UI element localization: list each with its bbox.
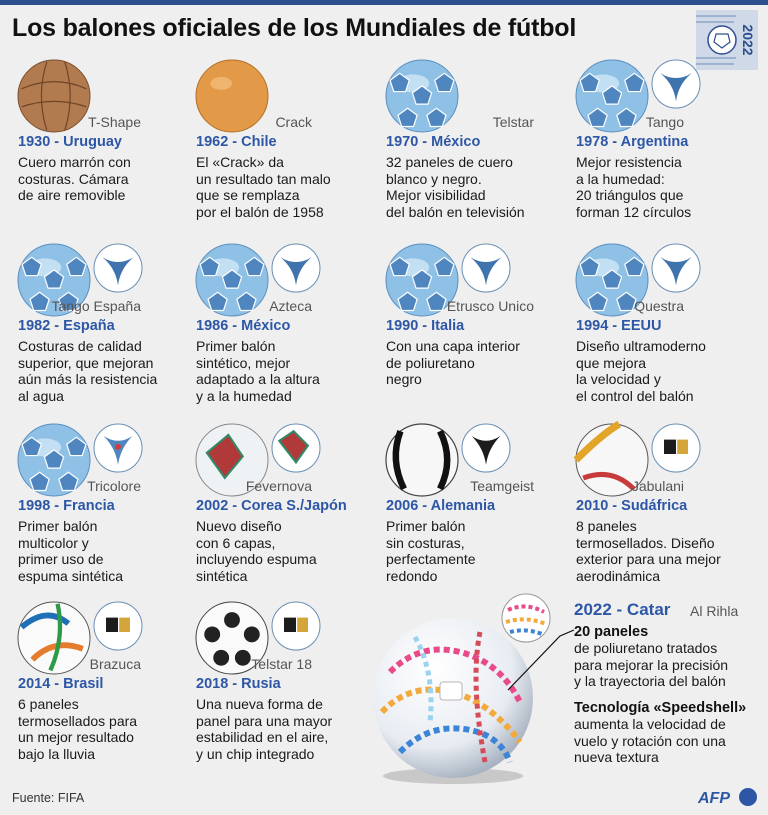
ball-description-line: forman 12 círculos bbox=[576, 203, 692, 220]
ball-description-line: Mejor visibilidad bbox=[386, 187, 486, 203]
ball-description-line: incluyendo espuma bbox=[196, 551, 317, 567]
ball-description-line: al agua bbox=[18, 387, 64, 404]
ball-description bbox=[576, 338, 751, 404]
ball-description bbox=[386, 338, 561, 388]
ball-description-line: perfectamente bbox=[386, 551, 476, 567]
ball-description-line: Primer balón bbox=[18, 518, 98, 534]
ball-description-line: Nuevo diseño bbox=[196, 518, 282, 534]
ball-model-name: Tango bbox=[645, 114, 684, 130]
ball-description-line: El «Crack» da bbox=[196, 154, 284, 170]
ball-description-line: Primer balón bbox=[386, 518, 466, 534]
ball-description-line: Diseño ultramoderno bbox=[576, 338, 706, 354]
ball-description-line: que mejora bbox=[576, 354, 647, 371]
ball-description-line: exterior para una mejor bbox=[576, 551, 721, 567]
ball-description-line: aerodinámica bbox=[576, 567, 661, 584]
ball-model-name: T-Shape bbox=[88, 114, 141, 130]
ball-description-line: un resultado tan malo bbox=[196, 170, 331, 187]
ball-description-line: de poliuretano bbox=[386, 354, 475, 371]
ball-edition-heading: 1970 - México bbox=[386, 134, 481, 150]
ball-description bbox=[196, 154, 371, 220]
ball-description-line: Primer balón bbox=[196, 338, 276, 354]
ball-description-line: aún más la resistencia bbox=[18, 371, 158, 387]
ball-model-name: Telstar bbox=[492, 114, 534, 130]
ball-model-name: Questra bbox=[634, 298, 684, 314]
qatar-point1-text bbox=[574, 640, 764, 690]
ball-edition-heading: 1998 - Francia bbox=[18, 498, 115, 514]
ball-model-name: Tango España bbox=[51, 298, 141, 314]
ball-description-line: primer uso de bbox=[18, 551, 104, 567]
ball-model-name: Telstar 18 bbox=[251, 656, 312, 672]
ball-description-line: blanco y negro. bbox=[386, 170, 482, 187]
ball-description-line: Cuero marrón con bbox=[18, 154, 131, 170]
ball-description-line: costuras. Cámara bbox=[18, 170, 129, 187]
ball-description-line: 20 triángulos que bbox=[576, 187, 684, 203]
ball-description-line: 6 paneles bbox=[18, 696, 79, 712]
ball-description bbox=[576, 518, 751, 584]
ball-edition-heading: 2018 - Rusia bbox=[196, 676, 281, 692]
ball-description-line: Costuras de calidad bbox=[18, 338, 142, 354]
qatar-point1-line: de poliuretano tratados bbox=[574, 640, 718, 656]
ball-description-line: que se remplaza bbox=[196, 187, 300, 203]
page-title: Los balones oficiales de los Mundiales de fútbol bbox=[12, 14, 577, 42]
ball-description-line: a la humedad: bbox=[576, 170, 665, 187]
ball-description-line: un mejor resultado bbox=[18, 729, 134, 745]
ball-description-line: negro bbox=[386, 371, 422, 387]
qatar-heading: 2022 - Catar bbox=[574, 600, 671, 619]
ball-edition-heading: 1930 - Uruguay bbox=[18, 134, 122, 150]
ball-description-line: superior, que mejoran bbox=[18, 354, 154, 371]
ball-description-line: adaptado a la altura bbox=[196, 371, 320, 387]
logo-year-text: 2022 bbox=[740, 24, 756, 56]
ball-description bbox=[196, 338, 371, 404]
ball-description-line: sintética bbox=[196, 567, 248, 584]
ball-description-line: Una nueva forma de bbox=[196, 696, 323, 712]
ball-description-line: el control del balón bbox=[576, 387, 694, 404]
ball-edition-heading: 2006 - Alemania bbox=[386, 498, 496, 514]
ball-description-line: Mejor resistencia bbox=[576, 154, 682, 170]
ball-description-line: estabilidad en el aire, bbox=[196, 729, 329, 745]
ball-description-line: panel para una mayor bbox=[196, 712, 333, 729]
qatar-point1-line: para mejorar la precisión bbox=[574, 656, 729, 673]
ball-description bbox=[196, 518, 371, 584]
ball-edition-heading: 1990 - Italia bbox=[386, 318, 465, 334]
ball-description bbox=[18, 518, 193, 584]
qatar-point2-line: nueva textura bbox=[574, 749, 659, 765]
ball-description-line: espuma sintética bbox=[18, 567, 124, 584]
qatar-point2-line: aumenta la velocidad de bbox=[574, 716, 726, 732]
ball-description-line: con 6 capas, bbox=[196, 534, 276, 551]
ball-edition-heading: 1994 - EEUU bbox=[576, 318, 662, 334]
ball-description-line: la velocidad y bbox=[576, 371, 661, 387]
qatar-point1-title: 20 paneles bbox=[574, 624, 649, 640]
qatar-point2-title: Tecnología «Speedshell» bbox=[574, 700, 747, 716]
ball-model-name: Jabulani bbox=[631, 478, 684, 494]
afp-logo bbox=[698, 785, 758, 809]
ball-edition-heading: 2014 - Brasil bbox=[18, 676, 104, 692]
ball-description bbox=[196, 696, 371, 762]
ball-description bbox=[576, 154, 751, 220]
ball-edition-heading: 1986 - México bbox=[196, 318, 291, 334]
ball-description bbox=[18, 338, 193, 404]
al-rihla-detail-icon bbox=[500, 592, 552, 644]
ball-model-name: Azteca bbox=[269, 298, 312, 314]
ball-description-line: termosellados para bbox=[18, 712, 138, 729]
ball-description-line: bajo la lluvia bbox=[18, 745, 96, 762]
ball-description bbox=[18, 696, 193, 762]
qatar-point2-line: vuelo y rotación con una bbox=[574, 732, 726, 749]
ball-description-line: y un chip integrado bbox=[196, 745, 315, 762]
ball-description bbox=[18, 154, 193, 204]
ball-description-line: Con una capa interior bbox=[386, 338, 520, 354]
ball-description-line: sintético, mejor bbox=[196, 354, 291, 371]
ball-model-name: Brazuca bbox=[89, 656, 141, 672]
afp-logo-text: AFP bbox=[698, 790, 730, 807]
qatar-point1-line: y la trayectoria del balón bbox=[574, 673, 726, 689]
ball-model-name: Teamgeist bbox=[470, 478, 534, 494]
top-accent-bar bbox=[0, 0, 768, 5]
ball-model-name: Tricolore bbox=[87, 478, 141, 494]
ball-description-line: y a la humedad bbox=[196, 387, 292, 404]
ball-description-line: por el balón de 1958 bbox=[196, 203, 324, 220]
ball-edition-heading: 2010 - Sudáfrica bbox=[576, 498, 688, 514]
ball-edition-heading: 2002 - Corea S./Japón bbox=[196, 498, 347, 514]
ball-model-name: Crack bbox=[275, 114, 312, 130]
ball-description-line: 32 paneles de cuero bbox=[386, 154, 513, 170]
ball-description-line: termosellados. Diseño bbox=[576, 534, 715, 551]
ball-model-name: Fevernova bbox=[245, 478, 312, 494]
ball-edition-heading: 1982 - España bbox=[18, 318, 115, 334]
ball-description-line: redondo bbox=[386, 567, 438, 584]
qatar-point2-text bbox=[574, 716, 764, 766]
ball-edition-heading: 1978 - Argentina bbox=[576, 134, 689, 150]
qatar-ball-name: Al Rihla bbox=[690, 603, 739, 619]
ball-description-line: de aire removible bbox=[18, 187, 126, 203]
ball-description-line: 8 paneles bbox=[576, 518, 637, 534]
ball-model-name: Etrusco Unico bbox=[446, 298, 534, 314]
ball-description bbox=[386, 154, 561, 220]
ball-edition-heading: 1962 - Chile bbox=[196, 134, 277, 150]
ball-description-line: del balón en televisión bbox=[386, 203, 525, 220]
ball-description bbox=[386, 518, 561, 584]
ball-description-line: multicolor y bbox=[18, 534, 89, 551]
source-credit: Fuente: FIFA bbox=[12, 791, 85, 805]
ball-description-line: sin costuras, bbox=[386, 534, 465, 551]
